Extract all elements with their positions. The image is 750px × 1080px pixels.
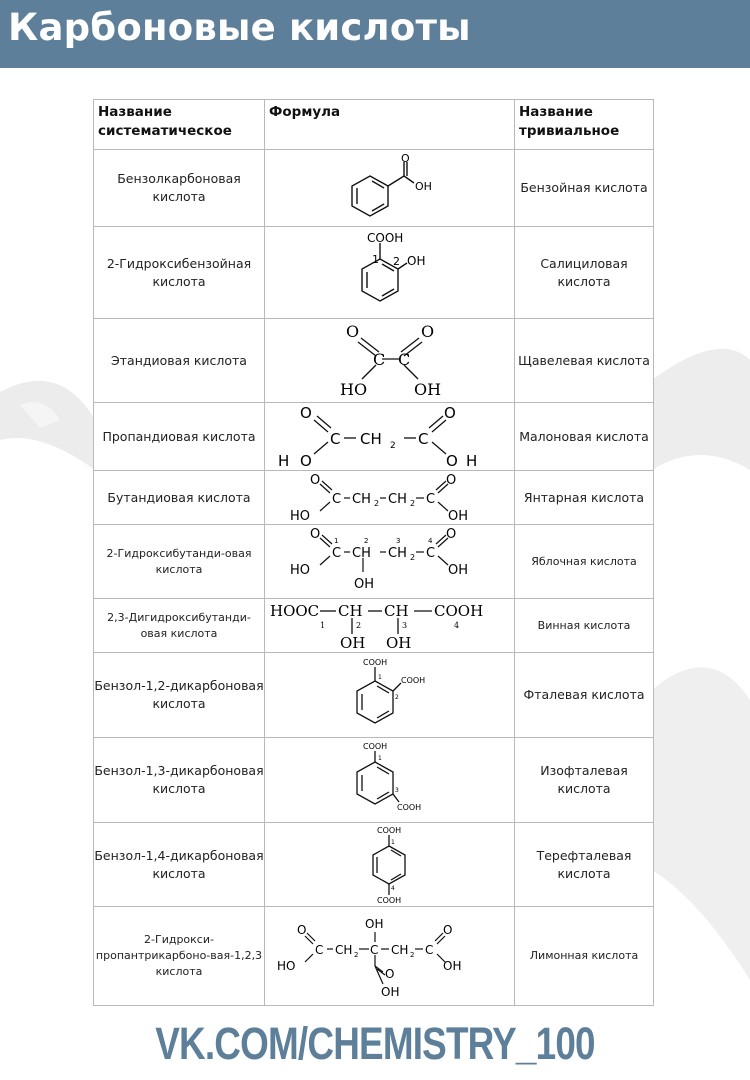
num-2: 2 (355, 620, 361, 630)
group-cooh: COOH (362, 658, 387, 667)
header-trivial: Название тривиальное (515, 100, 654, 150)
group-oh: OH (447, 562, 468, 578)
group-oh: OH (413, 379, 441, 399)
formula-salicylic (265, 227, 515, 319)
group-oh: OH (364, 917, 383, 931)
atom-c: C (331, 491, 341, 507)
atom-o: O (400, 152, 410, 165)
group-cooh: COOH (376, 825, 401, 835)
systematic-name: Этандиовая кислота (94, 319, 265, 403)
group-oh: OH (406, 253, 425, 268)
formula-malonic (265, 403, 515, 471)
atom-c: C (331, 545, 341, 561)
atom-o: O (309, 472, 320, 488)
table-header-row (94, 100, 654, 150)
atom-o: O (442, 923, 452, 937)
group-ch2: CH (351, 491, 371, 507)
num-1: 1 (371, 252, 379, 266)
table-row (94, 319, 654, 403)
num-4: 4 (453, 620, 459, 630)
trivial-name: Изофталевая кислота (515, 738, 654, 823)
group-ho: HO (289, 508, 310, 524)
systematic-name: Бутандиовая кислота (94, 471, 265, 525)
num-1: 1 (377, 755, 382, 762)
atom-o: O (445, 526, 456, 542)
group-cooh: COOH (396, 803, 421, 812)
trivial-name: Терефталевая кислота (515, 823, 654, 907)
page-title: Карбоновые кислоты (8, 6, 471, 49)
atom-o: O (384, 967, 394, 981)
formula-citric (265, 907, 515, 1006)
formula-isophthalic (265, 738, 515, 823)
formula-succinic (265, 471, 515, 525)
acids-table (93, 99, 654, 1006)
footer-link[interactable]: VK.COM/CHEMISTRY_100 (155, 1018, 595, 1069)
trivial-name: Малоновая кислота (515, 403, 654, 471)
atom-c: C (397, 349, 410, 369)
group-ch2: CH (359, 429, 382, 448)
header-systematic: Название систематическое (94, 100, 265, 150)
group-oh: OH (353, 576, 374, 592)
sub-2: 2 (409, 552, 415, 562)
trivial-name: Бензойная кислота (515, 150, 654, 227)
table-row (94, 653, 654, 738)
group-ho: HO (276, 959, 295, 973)
formula-malic (265, 525, 515, 599)
sub-2: 2 (389, 440, 396, 451)
num-1: 1 (333, 536, 338, 545)
group-cooh: COOH (433, 601, 483, 620)
group-oh: OH (442, 959, 461, 973)
num-3: 3 (401, 620, 407, 630)
atom-c: C (417, 429, 428, 448)
group-oh: OH (385, 633, 411, 652)
table-row (94, 525, 654, 599)
atom-c: C (372, 349, 385, 369)
num-2: 2 (392, 254, 400, 268)
atom-o: O (299, 451, 312, 470)
table-row (94, 907, 654, 1006)
table-row (94, 471, 654, 525)
num-4: 4 (427, 536, 432, 545)
formula-oxalic (265, 319, 515, 403)
num-1: 1 (319, 620, 325, 630)
trivial-name: Фталевая кислота (515, 653, 654, 738)
group-ho: HO (289, 562, 310, 578)
sub-2: 2 (409, 951, 414, 959)
table-row (94, 150, 654, 227)
systematic-name: Бензолкарбоновая кислота (94, 150, 265, 227)
atom-o: O (445, 472, 456, 488)
group-ch: CH (383, 601, 409, 620)
trivial-name: Яблочная кислота (515, 525, 654, 599)
group-cooh: COOH (366, 230, 403, 245)
trivial-name: Щавелевая кислота (515, 319, 654, 403)
num-4: 4 (390, 884, 395, 892)
atom-o: O (420, 321, 434, 341)
group-ch2: CH (390, 943, 408, 957)
sub-2: 2 (353, 951, 358, 959)
systematic-name: 2,3-Дигидроксибутанди-овая кислота (94, 599, 265, 653)
atom-h: H (277, 451, 289, 470)
group-oh: OH (339, 633, 365, 652)
sub-2: 2 (373, 498, 379, 508)
num-3: 3 (394, 787, 399, 794)
num-2: 2 (394, 694, 399, 701)
systematic-name: Бензол-1,4-дикарбоновая кислота (94, 823, 265, 907)
group-ch2: CH (334, 943, 352, 957)
group-ch2: CH (387, 491, 407, 507)
num-1: 1 (377, 674, 382, 681)
group-hooc: HOOC (269, 601, 319, 620)
num-2: 2 (363, 536, 368, 545)
atom-c: C (424, 943, 433, 957)
atom-c: C (314, 943, 323, 957)
atom-o: O (345, 321, 359, 341)
trivial-name: Салициловая кислота (515, 227, 654, 319)
trivial-name: Янтарная кислота (515, 471, 654, 525)
systematic-name: Бензол-1,3-дикарбоновая кислота (94, 738, 265, 823)
table-row (94, 738, 654, 823)
atom-o: O (309, 526, 320, 542)
group-ch2: CH (387, 545, 407, 561)
systematic-name: 2-Гидроксибензойная кислота (94, 227, 265, 319)
atom-c: C (329, 429, 340, 448)
atom-c: C (425, 491, 435, 507)
systematic-name: Пропандиовая кислота (94, 403, 265, 471)
table-row (94, 823, 654, 907)
atom-o: O (443, 403, 456, 422)
num-1: 1 (390, 838, 395, 846)
group-cooh: COOH (376, 895, 401, 905)
atom-oh: OH (414, 180, 432, 193)
group-oh: OH (447, 508, 468, 524)
systematic-name: 2-Гидрокси-пропантрикарбоно-вая-1,2,3 кислота (94, 907, 265, 1006)
formula-tartaric (265, 599, 515, 653)
formula-terephthalic (265, 823, 515, 907)
table-row (94, 599, 654, 653)
header-formula: Формула (265, 100, 515, 150)
group-cooh: COOH (362, 742, 387, 751)
sub-2: 2 (409, 498, 415, 508)
trivial-name: Лимонная кислота (515, 907, 654, 1006)
systematic-name: 2-Гидроксибутанди-овая кислота (94, 525, 265, 599)
group-ch: CH (337, 601, 363, 620)
atom-c: C (425, 545, 435, 561)
systematic-name: Бензол-1,2-дикарбоновая кислота (94, 653, 265, 738)
table-row (94, 227, 654, 319)
group-oh: OH (380, 985, 399, 999)
atom-o: O (296, 923, 306, 937)
formula-benzoic (265, 150, 515, 227)
group-ch: CH (351, 545, 371, 561)
atom-c: C (369, 943, 378, 957)
num-3: 3 (395, 536, 400, 545)
atom-o: O (299, 403, 312, 422)
formula-phthalic (265, 653, 515, 738)
table-row (94, 403, 654, 471)
group-ho: HO (339, 379, 367, 399)
atom-h: H (465, 451, 477, 470)
group-cooh: COOH (400, 676, 425, 685)
atom-o: O (445, 451, 458, 470)
trivial-name: Винная кислота (515, 599, 654, 653)
